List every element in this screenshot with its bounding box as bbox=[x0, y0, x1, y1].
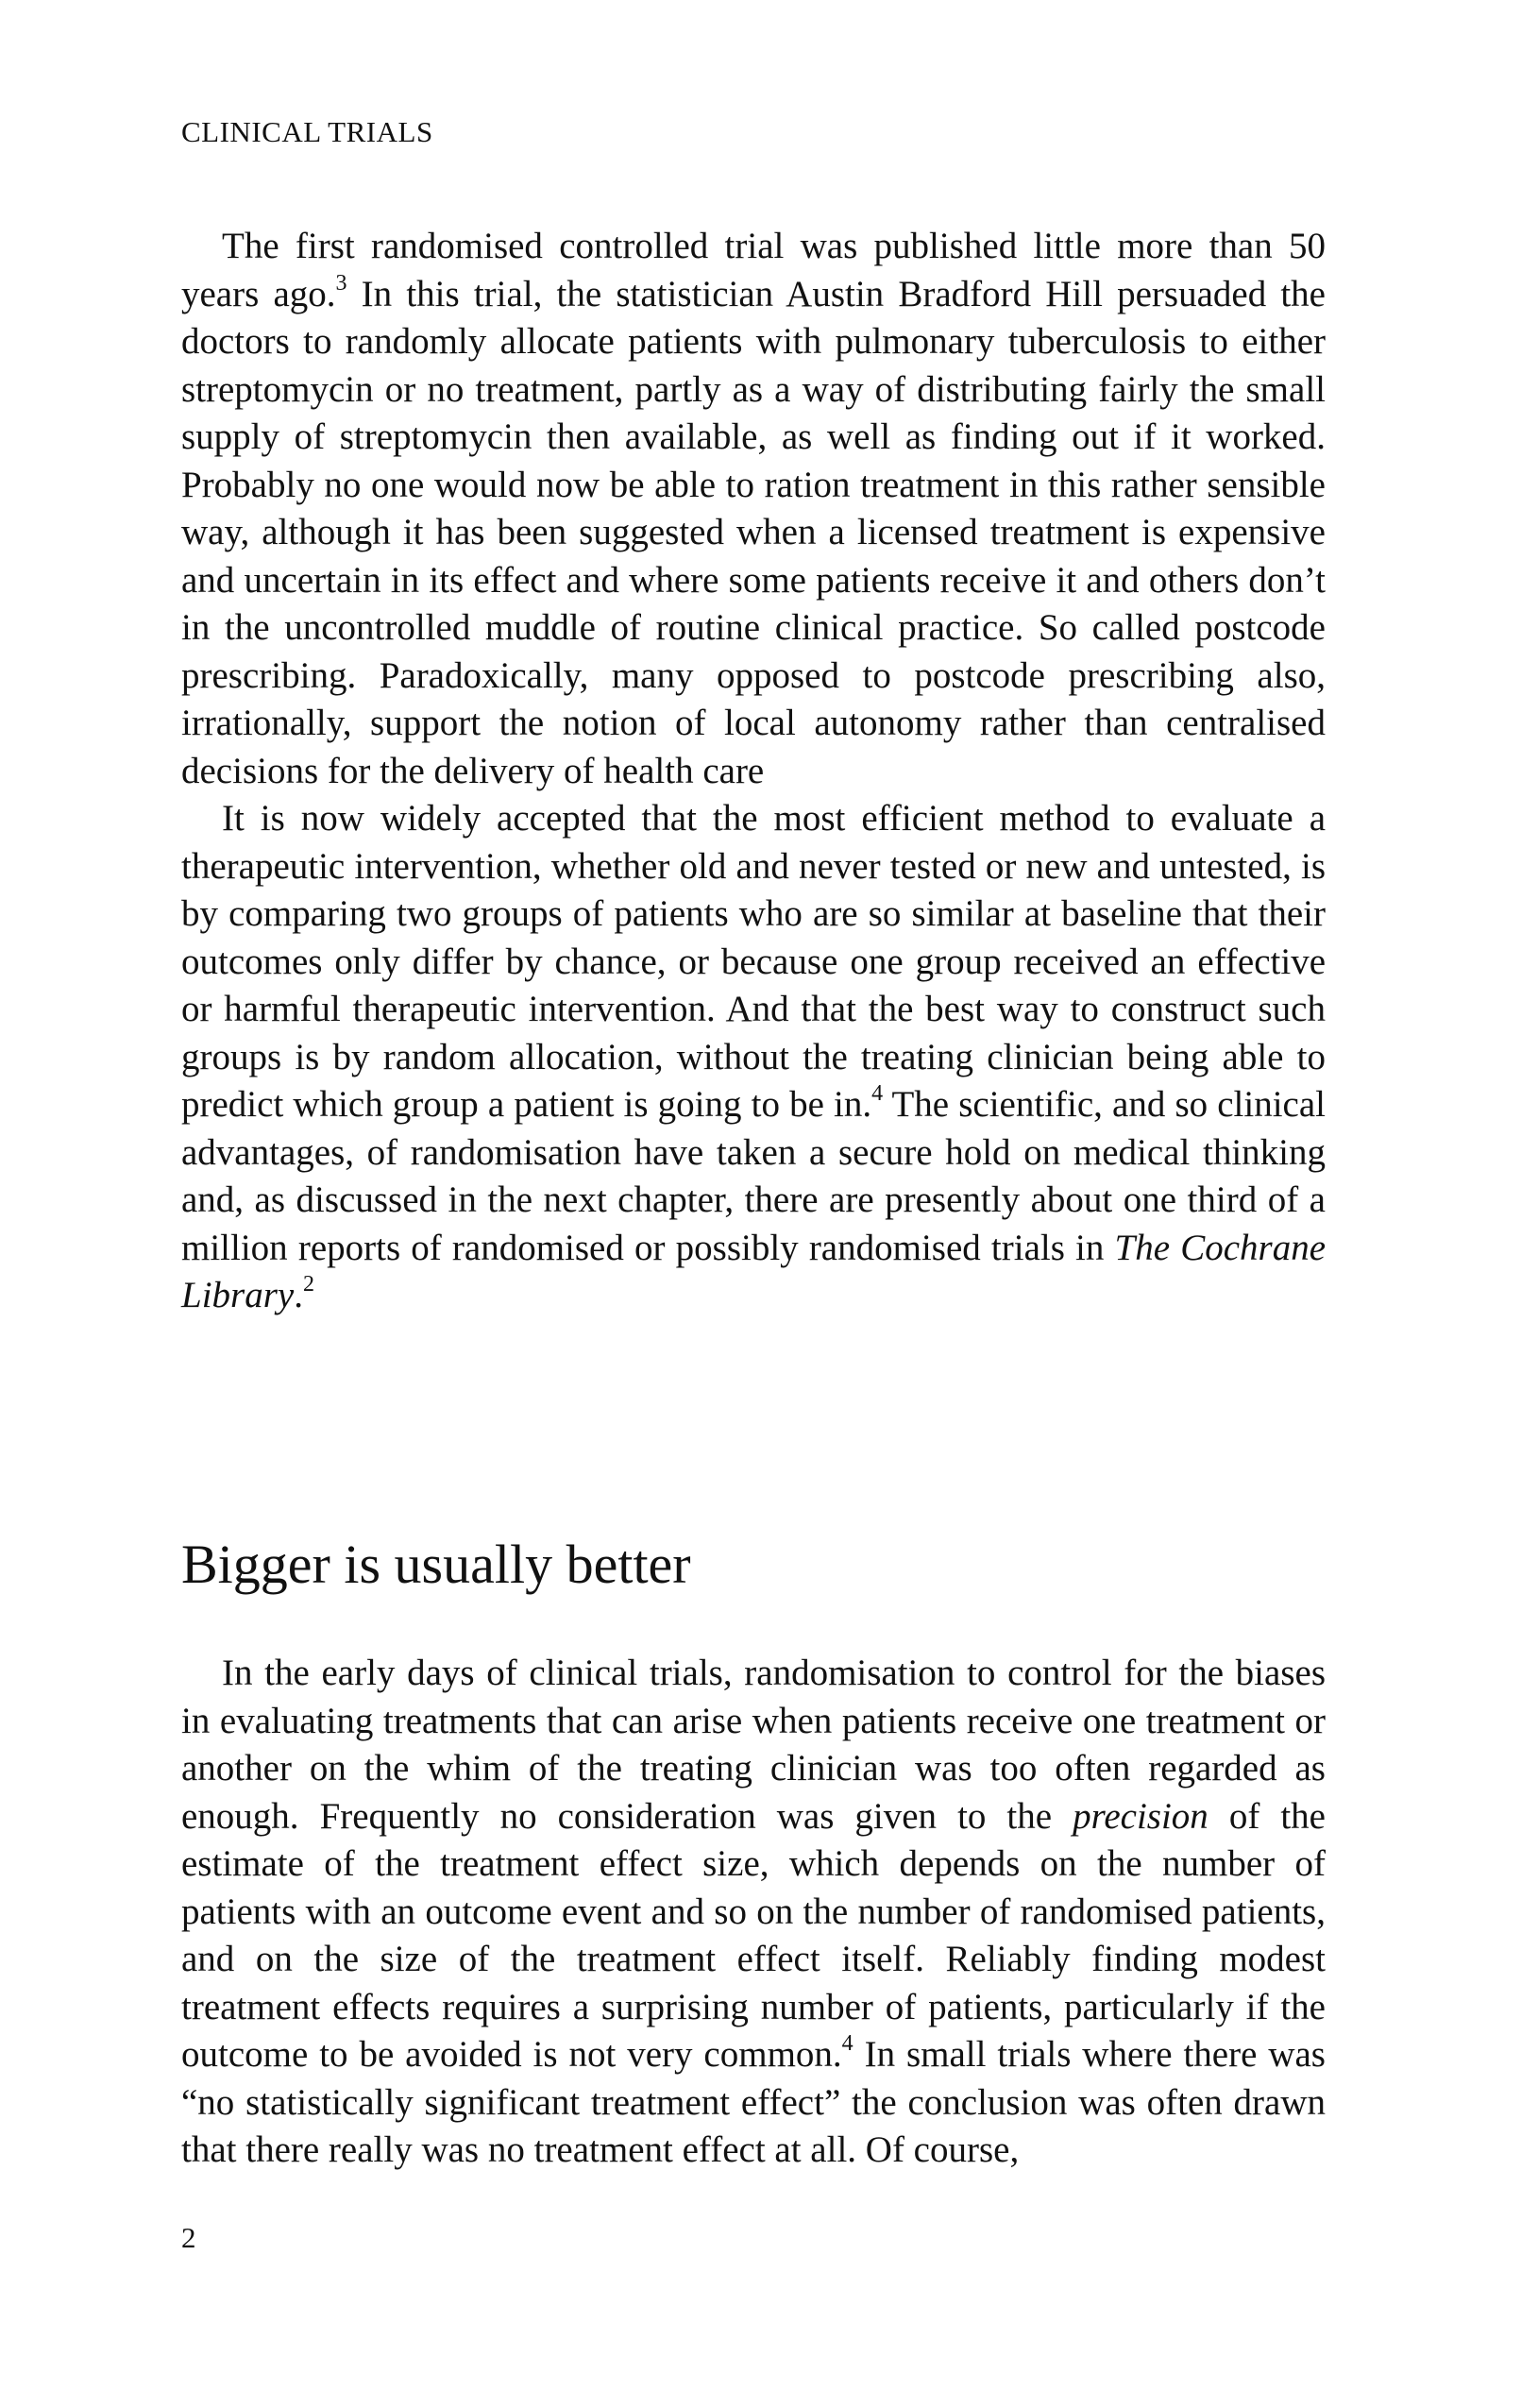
reference-number: 4 bbox=[841, 2031, 854, 2057]
reference-number: 2 bbox=[302, 1272, 314, 1297]
reference-number: 3 bbox=[335, 270, 347, 296]
paragraph-text: In the early days of clinical trials, randomisation to control for the biases in evaluating treatments that can arise when patients receive one treatment or another on the whim of the treating clinician was too often regarded as enough. Frequently no consideration was given to the bbox=[181, 1653, 1326, 1837]
body-text-section bbox=[181, 1650, 1326, 2175]
paragraph-text: of the estimate of the treatment effect size, which depends on the number of patients with an outcome event and so on the number of randomised patients, and on the size of the treatment effect itself. Reliably finding modest treatment effects requires a surprising number of patients, particularly if the outcome to be avoided is not very common. bbox=[181, 1795, 1326, 2075]
paragraph-text: In small trials where there was “no statistically significant treatment effect” the conclusion was often drawn that there really was no treatment effect at all. Of course, bbox=[181, 2034, 1326, 2170]
reference-number: 4 bbox=[871, 1081, 884, 1107]
page-number: 2 bbox=[181, 2221, 196, 2254]
paragraph-text: It is now widely accepted that the most efficient method to evaluate a therapeutic intervention, whether old and never tested or new and untested, is by comparing two groups of patients who are so similar at baseline that their outcomes only differ by chance, or because one group received an effective or harmful therapeutic intervention. And that the best way to construct such groups is by random allocation, without the treating clinician being able to predict which group a patient is going to be in. bbox=[181, 798, 1326, 1125]
paragraph-first-rct bbox=[181, 223, 1326, 795]
running-head: CLINICAL TRIALS bbox=[181, 115, 433, 148]
italic-term: precision bbox=[1073, 1795, 1208, 1837]
paragraph-text: In this trial, the statistician Austin Bradford Hill persuaded the doctors to randomly allocate patients with pulmonary tuberculosis to either streptomycin or no treatment, partly as a way of distributing fairly the small supply of streptomycin then available, as well as finding out if it worked. Probably no one would now be able to ration treatment in this rather sensible way, although it has been suggested when a licensed treatment is expensive and uncertain in its effect and where some patients receive it and others don’t in the uncontrolled muddle of routine clinical practice. So called postcode prescribing. Paradoxically, many opposed to postcode prescribing also, irrationally, support the notion of local autonomy rather than centralised decisions for the delivery of health care bbox=[181, 273, 1326, 791]
paragraph-text: The scientific, and so clinical advantages, of randomisation have taken a secure hold on medical thinking and, as discussed in the next chapter, there are presently about one third of a million reports of randomised or possibly randomised trials in bbox=[181, 1084, 1326, 1268]
paragraph-randomisation bbox=[181, 795, 1326, 1320]
paragraph-text: . bbox=[294, 1275, 303, 1315]
italic-title: The Cochrane Library bbox=[181, 1227, 1327, 1315]
paragraph-text: The first randomised controlled trial was published little more than 50 years ago. bbox=[181, 226, 1326, 314]
paragraph-early-trials bbox=[181, 1650, 1326, 2175]
section-heading: Bigger is usually better bbox=[181, 1534, 691, 1595]
body-text-top bbox=[181, 223, 1326, 1320]
